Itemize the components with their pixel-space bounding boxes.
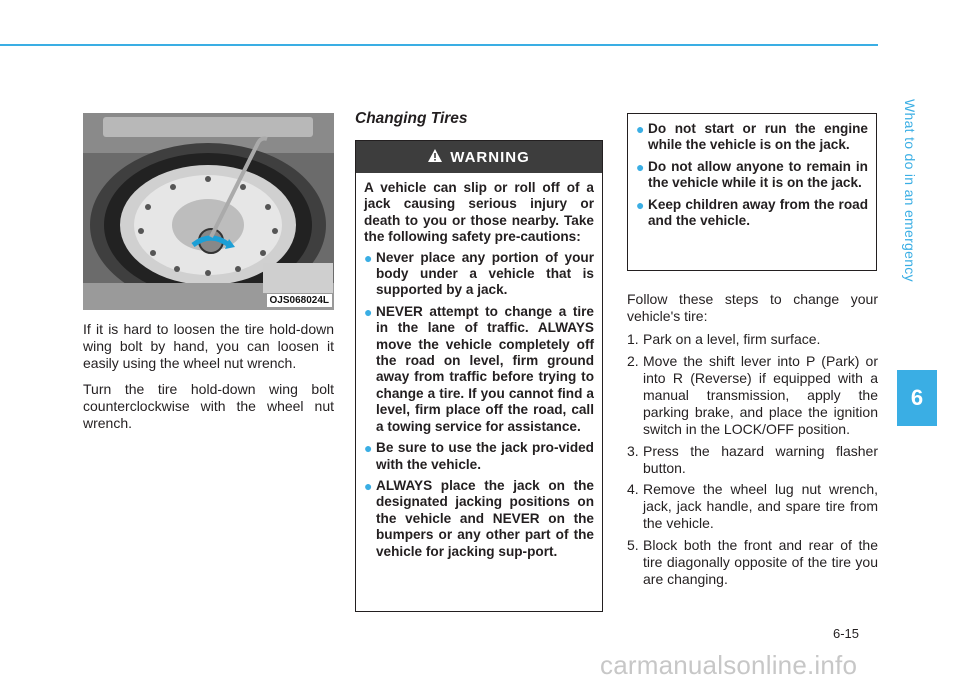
list-item: ● Keep children away from the road and the vehicle. — [636, 196, 868, 229]
paragraph: Turn the tire hold-down wing bolt counterclockwise with the wheel nut wrench. — [83, 380, 334, 432]
list-item: ● Do not allow anyone to remain in the vehicle while it is on the jack. — [636, 158, 868, 191]
step-item: 3. Press the hazard warning flasher button. — [627, 442, 878, 476]
chapter-tab: 6 — [897, 370, 937, 426]
bullet-icon: ● — [364, 249, 373, 266]
watermark: carmanualsonline.info — [600, 650, 858, 680]
warning-continued-box — [627, 113, 877, 271]
warning-body — [356, 173, 602, 560]
warning-icon — [428, 149, 442, 166]
list-item: ● NEVER attempt to change a tire in the lane of traffic. ALWAYS move the vehicle completely off the road on level, firm ground away from traffic before trying to change a tire. If you cannot find a level, firm place off the road, call a towing service for assistance. — [364, 303, 594, 434]
step-item: 2. Move the shift lever into P (Park) or into R (Reverse) if equipped with a manual transmission, apply the parking brake, and place the ignition switch in the LOCK/OFF position. — [627, 352, 878, 438]
column-3-text — [627, 291, 878, 592]
warning-intro: A vehicle can slip or roll off of a jack causing serious injury or death to you or those nearby. Take the following safety pre-cautions: — [364, 180, 594, 245]
paragraph: If it is hard to loosen the tire hold-down wing bolt by hand, you can loosen it easily using the wheel nut wrench. — [83, 321, 334, 372]
header-rule — [0, 44, 878, 46]
bullet-icon: ● — [364, 477, 373, 494]
steps-list — [627, 331, 878, 588]
list-item: ● ALWAYS place the jack on the designated jacking positions on the vehicle and NEVER on the bumpers or any other part of the vehicle for jacking sup-port. — [364, 477, 594, 559]
section-title: Changing Tires — [355, 110, 468, 127]
steps-intro: Follow these steps to change your vehicle's tire: — [627, 291, 878, 325]
list-item: ● Never place any portion of your body under a vehicle that is supported by a jack. — [364, 249, 594, 298]
warning-box — [355, 140, 603, 612]
warning-label: WARNING — [450, 148, 530, 166]
warning-continued-list — [636, 121, 868, 229]
step-item: 1. Park on a level, firm surface. — [627, 331, 821, 348]
spare-tire-illustration — [83, 113, 334, 310]
bullet-icon: ● — [636, 196, 645, 213]
warning-header — [356, 141, 602, 173]
bullet-icon: ● — [636, 158, 645, 175]
illustration-code: OJS068024L — [267, 294, 333, 307]
spare-tire-drawing — [83, 113, 334, 310]
bullet-icon: ● — [364, 440, 373, 457]
bullet-icon: ● — [364, 303, 373, 320]
page-number: 6-15 — [833, 626, 860, 641]
bullet-icon: ● — [636, 121, 645, 137]
chapter-side-title: What to do in an emergency — [902, 98, 918, 282]
list-item: ● Be sure to use the jack pro-vided with the vehicle. — [364, 440, 594, 472]
warning-list — [364, 250, 594, 560]
step-item: 5. Block both the front and rear of the tire diagonally opposite of the tire you are changing. — [627, 536, 878, 588]
step-item: 4. Remove the wheel lug nut wrench, jack, jack handle, and spare tire from the vehicle. — [627, 481, 878, 532]
column-1-text — [83, 321, 334, 440]
list-item: ● Do not start or run the engine while the vehicle is on the jack. — [636, 121, 868, 153]
